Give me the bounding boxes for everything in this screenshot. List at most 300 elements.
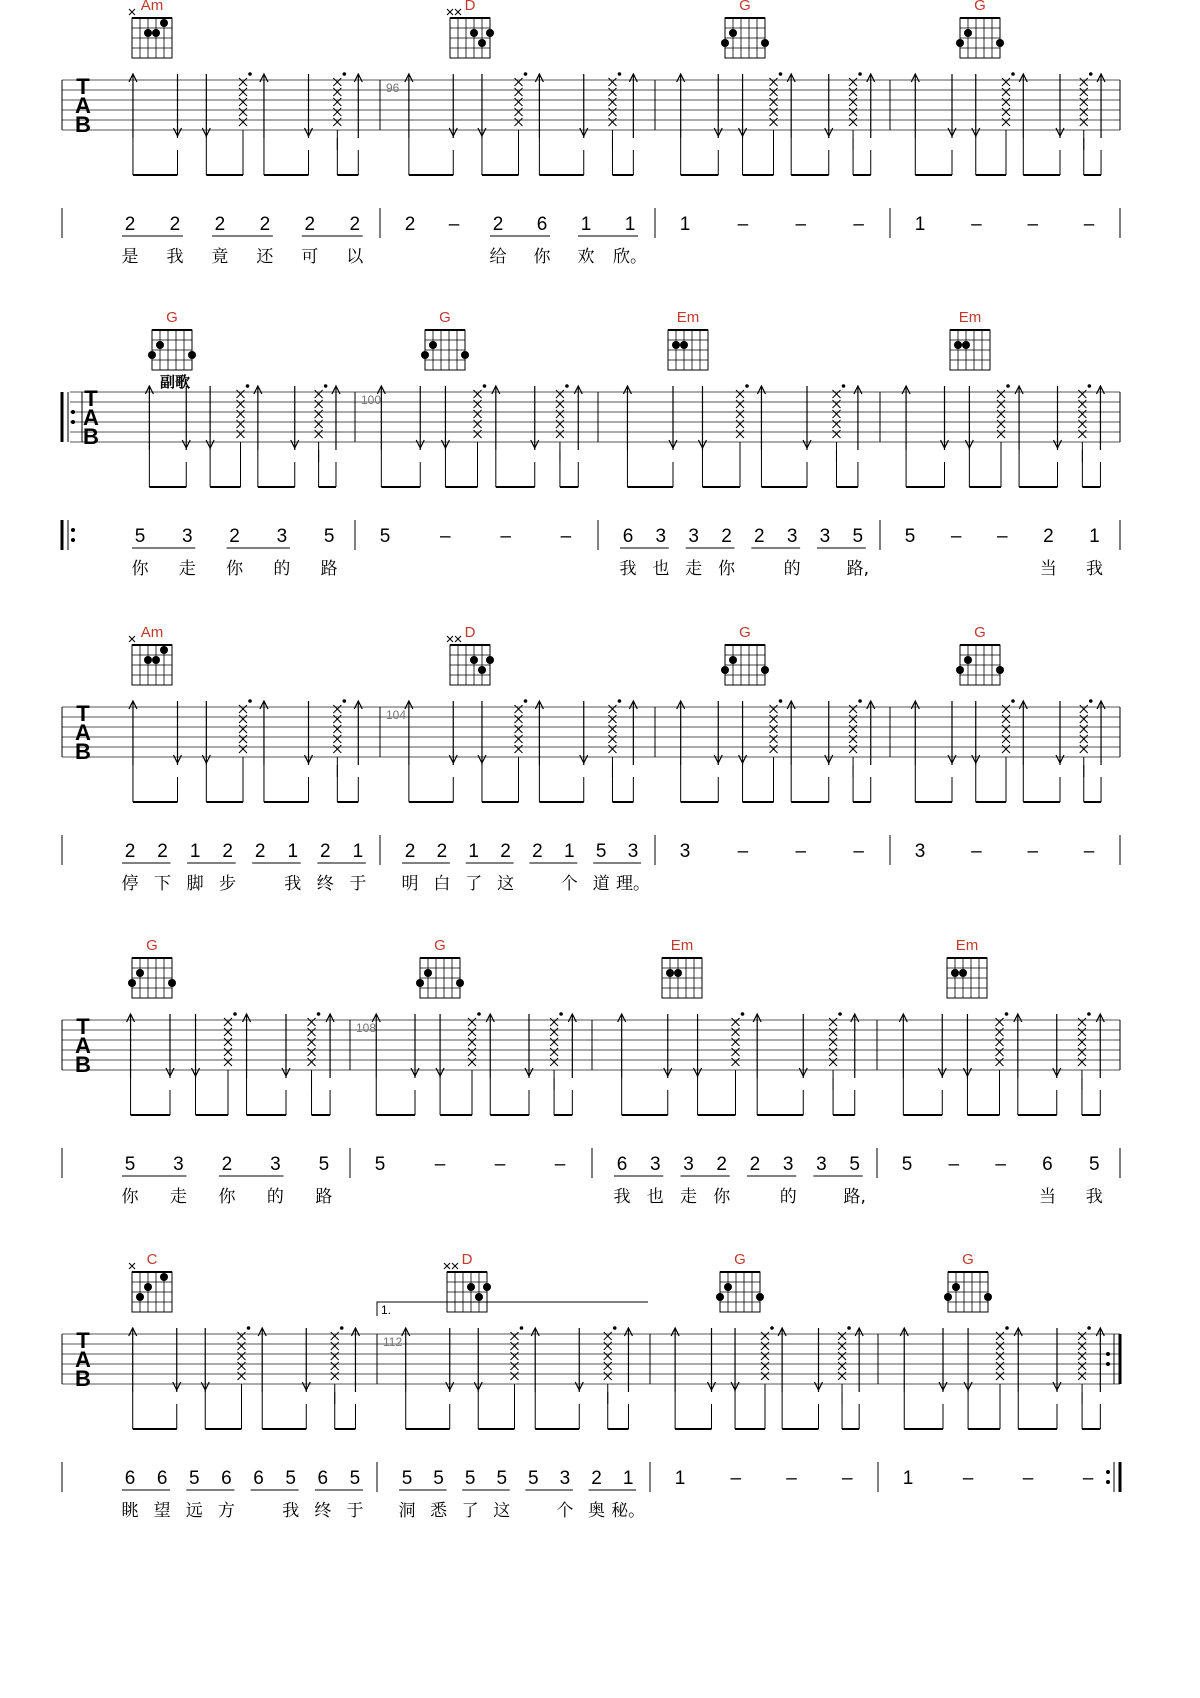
muted-strum-x bbox=[732, 1028, 740, 1036]
chord-dot bbox=[168, 979, 176, 987]
lyric-syllable: 我 bbox=[1085, 1187, 1103, 1207]
jianpu-note: 1 bbox=[580, 214, 592, 235]
chord-dot bbox=[144, 29, 152, 37]
jianpu-note: 2 bbox=[532, 841, 543, 862]
jianpu-note: 5 bbox=[528, 1468, 539, 1489]
sustain-dash: – bbox=[950, 526, 962, 547]
muted-strum-x bbox=[608, 118, 616, 126]
muted-strum-x bbox=[1078, 420, 1086, 428]
chord-diagram bbox=[129, 624, 172, 685]
bar-number: 104 bbox=[386, 708, 407, 722]
jianpu-note: 2 bbox=[349, 214, 361, 235]
muted-strum-x bbox=[849, 725, 857, 733]
chord-dot bbox=[944, 1293, 952, 1301]
chord-dot bbox=[964, 656, 972, 664]
muted-strum-x bbox=[996, 1048, 1004, 1056]
muted-strum-x bbox=[239, 745, 247, 753]
lyric-syllable: 于 bbox=[349, 874, 367, 894]
sustain-dash: – bbox=[560, 526, 572, 547]
muted-strum-x bbox=[1002, 735, 1010, 743]
chord-name: G bbox=[166, 309, 178, 326]
jianpu-note: 3 bbox=[276, 526, 288, 547]
chord-dot bbox=[144, 656, 152, 664]
muted-strum-x bbox=[333, 118, 341, 126]
jianpu-note: 1 bbox=[189, 841, 201, 862]
muted-strum-x bbox=[333, 715, 341, 723]
staccato-dot bbox=[1006, 384, 1010, 388]
chord-dot bbox=[996, 39, 1004, 47]
staccato-dot bbox=[483, 384, 487, 388]
tab-clef-letter: T bbox=[76, 701, 90, 726]
lyric-syllable: 你 bbox=[713, 1187, 731, 1207]
jianpu-note: 3 bbox=[627, 841, 639, 862]
muted-strum-x bbox=[770, 78, 778, 86]
jianpu-note: 6 bbox=[124, 1468, 136, 1489]
muted-strum-x bbox=[732, 1018, 740, 1026]
jianpu-note: 5 bbox=[901, 1154, 913, 1175]
muted-strum-x bbox=[770, 108, 778, 116]
muted-strum-x bbox=[1078, 1038, 1086, 1046]
chord-dot bbox=[729, 29, 737, 37]
muted-strum-x bbox=[1002, 98, 1010, 106]
chord-dot bbox=[761, 39, 769, 47]
muted-strum-x bbox=[315, 400, 323, 408]
lyric-syllable: 路 bbox=[315, 1187, 333, 1207]
sustain-dash: – bbox=[962, 1468, 974, 1489]
muted-strum-x bbox=[608, 78, 616, 86]
chord-dot bbox=[152, 29, 160, 37]
muted-strum-x bbox=[732, 1058, 740, 1066]
muted-strum-x bbox=[511, 1342, 519, 1350]
muted-strum-x bbox=[333, 705, 341, 713]
jianpu-note: 3 bbox=[914, 841, 926, 862]
muted-strum-x bbox=[1002, 715, 1010, 723]
jianpu-note: 1 bbox=[674, 1468, 686, 1489]
jianpu-note: 6 bbox=[536, 214, 548, 235]
tab-clef-letter: A bbox=[83, 405, 99, 430]
staccato-dot bbox=[1011, 699, 1015, 703]
sustain-dash: – bbox=[434, 1154, 446, 1175]
muted-strum-x bbox=[736, 390, 744, 398]
muted-strum-x bbox=[237, 400, 245, 408]
staccato-dot bbox=[618, 72, 622, 76]
chord-diagram bbox=[129, 0, 172, 58]
muted-strum-x bbox=[996, 1058, 1004, 1066]
chord-dot bbox=[486, 656, 494, 664]
lyric-syllable: 给 bbox=[489, 247, 507, 267]
muted-strum-x bbox=[1002, 118, 1010, 126]
staccato-dot bbox=[343, 699, 347, 703]
jianpu-note: 5 bbox=[464, 1468, 476, 1489]
lyric-syllable: 奥 bbox=[588, 1501, 606, 1521]
staccato-dot bbox=[1005, 1012, 1009, 1016]
chord-dot bbox=[136, 969, 144, 977]
jianpu-note: 3 bbox=[683, 1154, 694, 1175]
muted-strum-x bbox=[224, 1018, 232, 1026]
muted-strum-x bbox=[604, 1332, 612, 1340]
chord-dot bbox=[416, 979, 424, 987]
chord-dot bbox=[996, 666, 1004, 674]
chord-diagram bbox=[416, 937, 464, 998]
muted-strum-x bbox=[515, 725, 523, 733]
chord-dot bbox=[475, 1293, 483, 1301]
muted-strum-x bbox=[761, 1372, 769, 1380]
sustain-dash: – bbox=[786, 1468, 797, 1489]
bar-number: 112 bbox=[383, 1335, 403, 1349]
lyric-syllable: 我 bbox=[1085, 559, 1103, 579]
repeat-dot bbox=[71, 420, 75, 424]
muted-strum-x bbox=[315, 420, 323, 428]
muted-strum-x bbox=[732, 1038, 740, 1046]
jianpu-note: 5 bbox=[401, 1468, 413, 1489]
sustain-dash: – bbox=[730, 1468, 742, 1489]
muted-strum-x bbox=[515, 88, 523, 96]
chord-dot bbox=[962, 341, 970, 349]
staccato-dot bbox=[745, 384, 749, 388]
lyric-syllable: 的 bbox=[779, 1187, 797, 1207]
chord-dot bbox=[160, 646, 168, 654]
chord-diagram bbox=[668, 309, 708, 370]
lyric-syllable: 欢 bbox=[577, 247, 595, 267]
muted-strum-x bbox=[239, 725, 247, 733]
chord-dot bbox=[761, 666, 769, 674]
muted-strum-x bbox=[468, 1018, 476, 1026]
muted-strum-x bbox=[1078, 1058, 1086, 1066]
muted-strum-x bbox=[1078, 1352, 1086, 1360]
muted-strum-x bbox=[556, 430, 564, 438]
muted-strum-x bbox=[1002, 725, 1010, 733]
staccato-dot bbox=[565, 384, 569, 388]
chord-diagram bbox=[721, 624, 769, 685]
lyric-syllable: 我 bbox=[619, 559, 637, 579]
muted-strum-x bbox=[849, 78, 857, 86]
sustain-dash: – bbox=[494, 1154, 506, 1175]
muted-strum-x bbox=[770, 705, 778, 713]
muted-strum-x bbox=[237, 390, 245, 398]
staccato-dot bbox=[1088, 384, 1092, 388]
lyric-syllable: 是 bbox=[121, 247, 139, 267]
chord-name: D bbox=[464, 0, 476, 14]
jianpu-note: 5 bbox=[433, 1468, 444, 1489]
lyric-syllable: 走 bbox=[679, 1187, 697, 1207]
chord-diagram bbox=[956, 624, 1004, 685]
chord-name: G bbox=[974, 624, 986, 641]
muted-strum-x bbox=[239, 118, 247, 126]
chord-name: Am bbox=[140, 624, 164, 641]
jianpu-note: 5 bbox=[849, 1154, 860, 1175]
muted-strum-x bbox=[736, 420, 744, 428]
muted-strum-x bbox=[608, 725, 616, 733]
jianpu-note: 5 bbox=[595, 841, 607, 862]
muted-strum-x bbox=[315, 410, 323, 418]
sustain-dash: – bbox=[737, 214, 749, 235]
lyric-syllable: 终 bbox=[316, 874, 334, 894]
chord-dot bbox=[467, 1283, 475, 1291]
muted-strum-x bbox=[239, 705, 247, 713]
muted-strum-x bbox=[997, 420, 1005, 428]
jianpu-note: 2 bbox=[304, 214, 316, 235]
chord-diagram bbox=[956, 0, 1004, 58]
repeat-dot bbox=[71, 410, 75, 414]
muted-strum-x bbox=[511, 1332, 519, 1340]
muted-strum-x bbox=[515, 705, 523, 713]
chord-name: G bbox=[974, 0, 986, 14]
muted-strum-x bbox=[838, 1362, 846, 1370]
chord-name: G bbox=[739, 624, 751, 641]
jianpu-note: 3 bbox=[819, 526, 831, 547]
muted-strum-x bbox=[761, 1332, 769, 1340]
chord-dot bbox=[729, 656, 737, 664]
staccato-dot bbox=[324, 384, 328, 388]
lyric-syllable: 了 bbox=[465, 874, 483, 894]
muted-strum-x bbox=[333, 98, 341, 106]
lyric-syllable: 我 bbox=[282, 1501, 300, 1521]
staccato-dot bbox=[1087, 1012, 1091, 1016]
staccato-dot bbox=[247, 1326, 251, 1330]
chord-name: Em bbox=[955, 937, 979, 954]
staccato-dot bbox=[477, 1012, 481, 1016]
chord-name: D bbox=[464, 624, 476, 641]
tab-clef-letter: B bbox=[83, 424, 99, 449]
bar-number: 100 bbox=[361, 393, 382, 407]
tab-clef-letter: A bbox=[75, 93, 91, 118]
muted-strum-x bbox=[996, 1018, 1004, 1026]
muted-strum-x bbox=[838, 1352, 846, 1360]
jianpu-note: 2 bbox=[749, 1154, 761, 1175]
sustain-dash: – bbox=[448, 214, 460, 235]
lyric-syllable: 方 bbox=[217, 1501, 235, 1521]
sustain-dash: – bbox=[554, 1154, 566, 1175]
muted-strum-x bbox=[1002, 78, 1010, 86]
muted-strum-x bbox=[770, 725, 778, 733]
muted-strum-x bbox=[770, 98, 778, 106]
lyric-syllable: 眺 bbox=[121, 1501, 139, 1521]
lyric-syllable: 走 bbox=[169, 1187, 187, 1207]
jianpu-note: 6 bbox=[156, 1468, 168, 1489]
staccato-dot bbox=[524, 72, 528, 76]
jianpu-note: 3 bbox=[816, 1154, 827, 1175]
muted-strum-x bbox=[1078, 1362, 1086, 1370]
muted-strum-x bbox=[1078, 1018, 1086, 1026]
repeat-dot bbox=[1106, 1480, 1110, 1484]
lyric-syllable: 道 bbox=[592, 874, 610, 894]
muted-strum-x bbox=[550, 1058, 558, 1066]
muted-strum-x bbox=[468, 1028, 476, 1036]
chord-dot bbox=[152, 656, 160, 664]
tab-clef-letter: B bbox=[75, 1366, 91, 1391]
lyric-syllable: 脚 bbox=[186, 874, 204, 894]
muted-strum-x bbox=[511, 1362, 519, 1370]
muted-strum-x bbox=[1078, 410, 1086, 418]
staccato-dot bbox=[613, 1326, 617, 1330]
tab-clef-letter: A bbox=[75, 720, 91, 745]
muted-strum-x bbox=[238, 1352, 246, 1360]
muted-strum-x bbox=[849, 88, 857, 96]
tab-clef-letter: T bbox=[84, 386, 98, 411]
lyric-syllable: 走 bbox=[178, 559, 196, 579]
muted-strum-x bbox=[238, 1362, 246, 1370]
jianpu-note: 2 bbox=[320, 841, 331, 862]
muted-strum-x bbox=[474, 420, 482, 428]
lyric-syllable: 路 bbox=[320, 559, 338, 579]
sustain-dash: – bbox=[971, 841, 982, 862]
jianpu-note: 2 bbox=[591, 1468, 602, 1489]
chord-dot bbox=[461, 351, 469, 359]
jianpu-note: 2 bbox=[492, 214, 504, 235]
jianpu-note: 2 bbox=[404, 214, 416, 235]
muted-strum-x bbox=[996, 1038, 1004, 1046]
muted-strum-x bbox=[604, 1362, 612, 1370]
jianpu-note: 2 bbox=[254, 841, 266, 862]
jianpu-note: 6 bbox=[317, 1468, 329, 1489]
chord-diagram bbox=[721, 0, 769, 58]
muted-strum-x bbox=[333, 88, 341, 96]
jianpu-note: 1 bbox=[622, 1468, 634, 1489]
jianpu-note: 5 bbox=[496, 1468, 508, 1489]
muted-strum-x bbox=[832, 410, 840, 418]
muted-strum-x bbox=[468, 1048, 476, 1056]
jianpu-note: 5 bbox=[188, 1468, 200, 1489]
lyric-syllable: 可 bbox=[301, 247, 319, 267]
muted-strum-x bbox=[1078, 1342, 1086, 1350]
muted-strum-x bbox=[237, 420, 245, 428]
muted-strum-x bbox=[604, 1372, 612, 1380]
muted-strum-x bbox=[608, 705, 616, 713]
jianpu-note: 2 bbox=[229, 526, 240, 547]
muted-strum-x bbox=[1078, 1332, 1086, 1340]
chord-dot bbox=[984, 1293, 992, 1301]
staccato-dot bbox=[317, 1012, 321, 1016]
chord-name: C bbox=[146, 1251, 158, 1268]
jianpu-note: 2 bbox=[157, 841, 168, 862]
chord-dot bbox=[148, 351, 156, 359]
chord-name: G bbox=[962, 1251, 974, 1268]
muted-strum-x bbox=[829, 1048, 837, 1056]
lyric-syllable: 你 bbox=[533, 247, 551, 267]
sustain-dash: – bbox=[853, 841, 864, 862]
lyric-syllable: 你 bbox=[131, 559, 149, 579]
muted-strum-x bbox=[224, 1038, 232, 1046]
staccato-dot bbox=[842, 384, 846, 388]
tab-clef-letter: T bbox=[76, 1014, 90, 1039]
jianpu-note: 3 bbox=[270, 1154, 281, 1175]
jianpu-note: 5 bbox=[124, 1154, 136, 1175]
muted-strum-x bbox=[515, 745, 523, 753]
muted-strum-x bbox=[1080, 705, 1088, 713]
muted-strum-x bbox=[239, 98, 247, 106]
chord-dot bbox=[716, 1293, 724, 1301]
chord-dot bbox=[680, 341, 688, 349]
lyric-syllable: 的 bbox=[266, 1187, 284, 1207]
muted-strum-x bbox=[849, 98, 857, 106]
lyric-syllable: 于 bbox=[346, 1501, 364, 1521]
muted-strum-x bbox=[515, 735, 523, 743]
chord-dot bbox=[721, 39, 729, 47]
muted-strum-x bbox=[829, 1058, 837, 1066]
jianpu-note: 5 bbox=[134, 526, 146, 547]
jianpu-note: 2 bbox=[716, 1154, 728, 1175]
jianpu-note: 1 bbox=[914, 214, 926, 235]
muted-strum-x bbox=[996, 1372, 1004, 1380]
muted-strum-x bbox=[770, 745, 778, 753]
chord-diagram bbox=[129, 1251, 172, 1312]
muted-strum-x bbox=[331, 1332, 339, 1340]
muted-string-mark bbox=[452, 1263, 458, 1269]
bar-number: 108 bbox=[356, 1021, 377, 1035]
muted-strum-x bbox=[849, 705, 857, 713]
chord-name: G bbox=[734, 1251, 746, 1268]
staccato-dot bbox=[559, 1012, 563, 1016]
muted-strum-x bbox=[832, 430, 840, 438]
jianpu-note: 3 bbox=[559, 1468, 571, 1489]
chord-diagram bbox=[148, 309, 196, 370]
chord-dot bbox=[160, 1273, 168, 1281]
sustain-dash: – bbox=[948, 1154, 960, 1175]
lyric-syllable: 路, bbox=[846, 559, 869, 579]
tab-clef-letter: B bbox=[75, 112, 91, 137]
muted-strum-x bbox=[1078, 1048, 1086, 1056]
muted-strum-x bbox=[849, 745, 857, 753]
muted-strum-x bbox=[997, 430, 1005, 438]
chord-name: G bbox=[739, 0, 751, 14]
muted-string-mark bbox=[447, 636, 453, 642]
muted-strum-x bbox=[849, 715, 857, 723]
muted-strum-x bbox=[1002, 705, 1010, 713]
muted-strum-x bbox=[996, 1352, 1004, 1360]
muted-strum-x bbox=[224, 1048, 232, 1056]
muted-strum-x bbox=[224, 1028, 232, 1036]
jianpu-note: 3 bbox=[782, 1154, 794, 1175]
muted-strum-x bbox=[224, 1058, 232, 1066]
jianpu-note: 5 bbox=[374, 1154, 386, 1175]
jianpu-note: 2 bbox=[222, 841, 233, 862]
muted-strum-x bbox=[239, 735, 247, 743]
chord-diagram bbox=[447, 0, 494, 58]
muted-strum-x bbox=[997, 410, 1005, 418]
muted-strum-x bbox=[1078, 390, 1086, 398]
muted-strum-x bbox=[761, 1342, 769, 1350]
muted-strum-x bbox=[608, 735, 616, 743]
muted-strum-x bbox=[1080, 98, 1088, 106]
muted-strum-x bbox=[849, 118, 857, 126]
chord-diagram bbox=[944, 1251, 992, 1312]
chord-diagram bbox=[662, 937, 702, 998]
lyric-syllable: 当 bbox=[1039, 559, 1057, 579]
muted-strum-x bbox=[511, 1372, 519, 1380]
staccato-dot bbox=[858, 72, 862, 76]
staccato-dot bbox=[741, 1012, 745, 1016]
lyric-syllable: 悉 bbox=[430, 1501, 448, 1521]
sustain-dash: – bbox=[795, 214, 807, 235]
muted-strum-x bbox=[832, 400, 840, 408]
muted-string-mark bbox=[455, 9, 461, 15]
staccato-dot bbox=[779, 72, 783, 76]
sustain-dash: – bbox=[853, 214, 864, 235]
muted-strum-x bbox=[474, 390, 482, 398]
muted-strum-x bbox=[770, 735, 778, 743]
jianpu-note: 1 bbox=[679, 214, 691, 235]
chord-name: D bbox=[461, 1251, 473, 1268]
muted-strum-x bbox=[829, 1038, 837, 1046]
muted-strum-x bbox=[331, 1372, 339, 1380]
muted-strum-x bbox=[237, 410, 245, 418]
sustain-dash: – bbox=[1082, 1468, 1094, 1489]
lyric-syllable: 路, bbox=[843, 1187, 866, 1207]
muted-strum-x bbox=[315, 430, 323, 438]
jianpu-note: 1 bbox=[468, 841, 480, 862]
staccato-dot bbox=[1005, 1326, 1009, 1330]
chord-diagram bbox=[950, 309, 990, 370]
